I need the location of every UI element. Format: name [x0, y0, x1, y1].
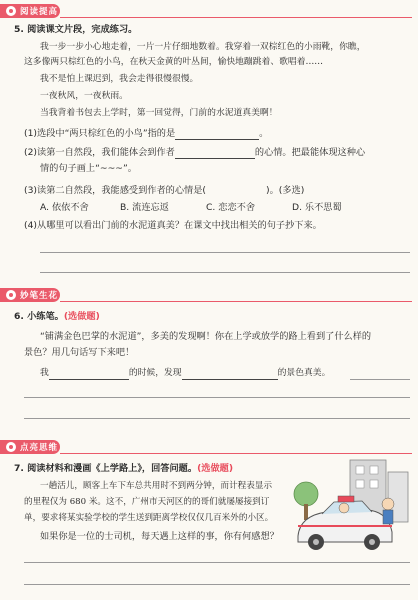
answer-blank[interactable]	[175, 129, 259, 140]
passage-line: 一夜秋风，一夜秋雨。	[40, 91, 128, 101]
material-line: 的里程仅为 680 米。这不，广州市天河区的的哥们就屡屡接到订	[24, 497, 270, 507]
q6-prompt-line: 景色？用几句话写下来吧！	[24, 347, 135, 358]
option-c[interactable]: C. 恋恋不舍	[206, 202, 256, 213]
q7-number: 7.	[14, 463, 24, 474]
section-title-writing: 妙笔生花	[20, 291, 59, 301]
writing-line[interactable]	[40, 252, 410, 253]
q5-sub2: (2)读第一自然段，我们能体会到作者 的心情。把最能体现这种心	[24, 147, 366, 158]
q5-sub2-cont: 情的句子画上“~~~”。	[40, 163, 137, 174]
q6-prompt-line: “铺满金色巴掌的水泥道”，多美的发现啊！你在上学或放学的路上看到了什么样的	[40, 331, 372, 342]
answer-blank[interactable]	[175, 148, 255, 159]
passage-line: 我一步一步小心地走着，一片一片仔细地数着。我穿着一双棕红色的小雨靴，你瞧，	[40, 42, 366, 52]
passage-line: 我不是怕上课迟到，我会走得很慢很慢。	[40, 74, 199, 84]
section-divider	[60, 453, 412, 454]
option-d[interactable]: D. 乐不思蜀	[292, 202, 342, 213]
section-banner-thinking	[0, 440, 60, 454]
q5-sub4: (4)从哪里可以看出门前的水泥道真美？在课文中找出相关的句子抄下来。	[24, 220, 322, 231]
section-banner-writing	[0, 288, 60, 302]
q5-heading	[14, 23, 137, 36]
passage-line: 这多像两只棕红色的小鸟，在秋天金黄的叶丛间，愉快地蹦跳着、歌唱着……	[24, 57, 324, 67]
optional-tag: (选做题)	[197, 463, 234, 474]
section-banner-reading	[0, 4, 60, 18]
flower-icon	[6, 290, 16, 300]
writing-line[interactable]	[24, 584, 410, 585]
writing-line[interactable]	[24, 397, 410, 398]
q6-title: 小练笔。	[27, 311, 64, 322]
option-a[interactable]: A. 依依不舍	[40, 202, 89, 213]
material-line: 单，要求将某实验学校的学生送到距离学校仅仅几百米外的小区。	[24, 513, 274, 523]
material-line: 一趟活儿，顾客上车下车总共用时不到两分钟，而计程表显示	[40, 481, 273, 491]
q6-fill-sentence: 我 的时候，发现 的景色真美。	[40, 368, 331, 378]
q7-heading	[14, 462, 233, 475]
option-b[interactable]: B. 流连忘返	[120, 202, 169, 213]
q5-sub3: (3)读第二自然段，我能感受到作者的心情是( )。(多选)	[24, 185, 305, 196]
writing-line[interactable]	[24, 562, 410, 563]
writing-line[interactable]	[40, 272, 410, 273]
writing-line[interactable]	[24, 418, 410, 419]
section-title-thinking: 点亮思维	[20, 443, 59, 453]
writing-line[interactable]	[350, 379, 410, 380]
answer-blank[interactable]	[182, 369, 278, 380]
q7-question: 如果你是一位的士司机，每天遇上这样的事，你有何感想？	[40, 531, 279, 542]
section-divider	[60, 17, 412, 18]
cartoon-taxi-illustration	[292, 458, 410, 558]
optional-tag: (选做题)	[63, 311, 100, 322]
q5-title: 阅读课文片段，完成练习。	[27, 24, 138, 35]
q6-number: 6.	[14, 311, 24, 322]
q5-number: 5.	[14, 24, 24, 35]
answer-blank[interactable]	[49, 369, 129, 380]
flower-icon	[6, 6, 16, 16]
section-title-reading: 阅读提高	[20, 7, 59, 17]
q5-sub1: (1)选段中“两只棕红色的小鸟”指的是 。	[24, 128, 269, 139]
section-divider	[60, 301, 412, 302]
q6-heading	[14, 310, 100, 323]
wavy-line-mark: ~~~	[99, 163, 123, 174]
q7-title: 阅读材料和漫画《上学路上》，回答问题。	[27, 463, 198, 474]
flower-icon	[6, 442, 16, 452]
passage-line: 当我背着书包去上学时，第一回觉得，门前的水泥道真美啊！	[40, 108, 278, 118]
